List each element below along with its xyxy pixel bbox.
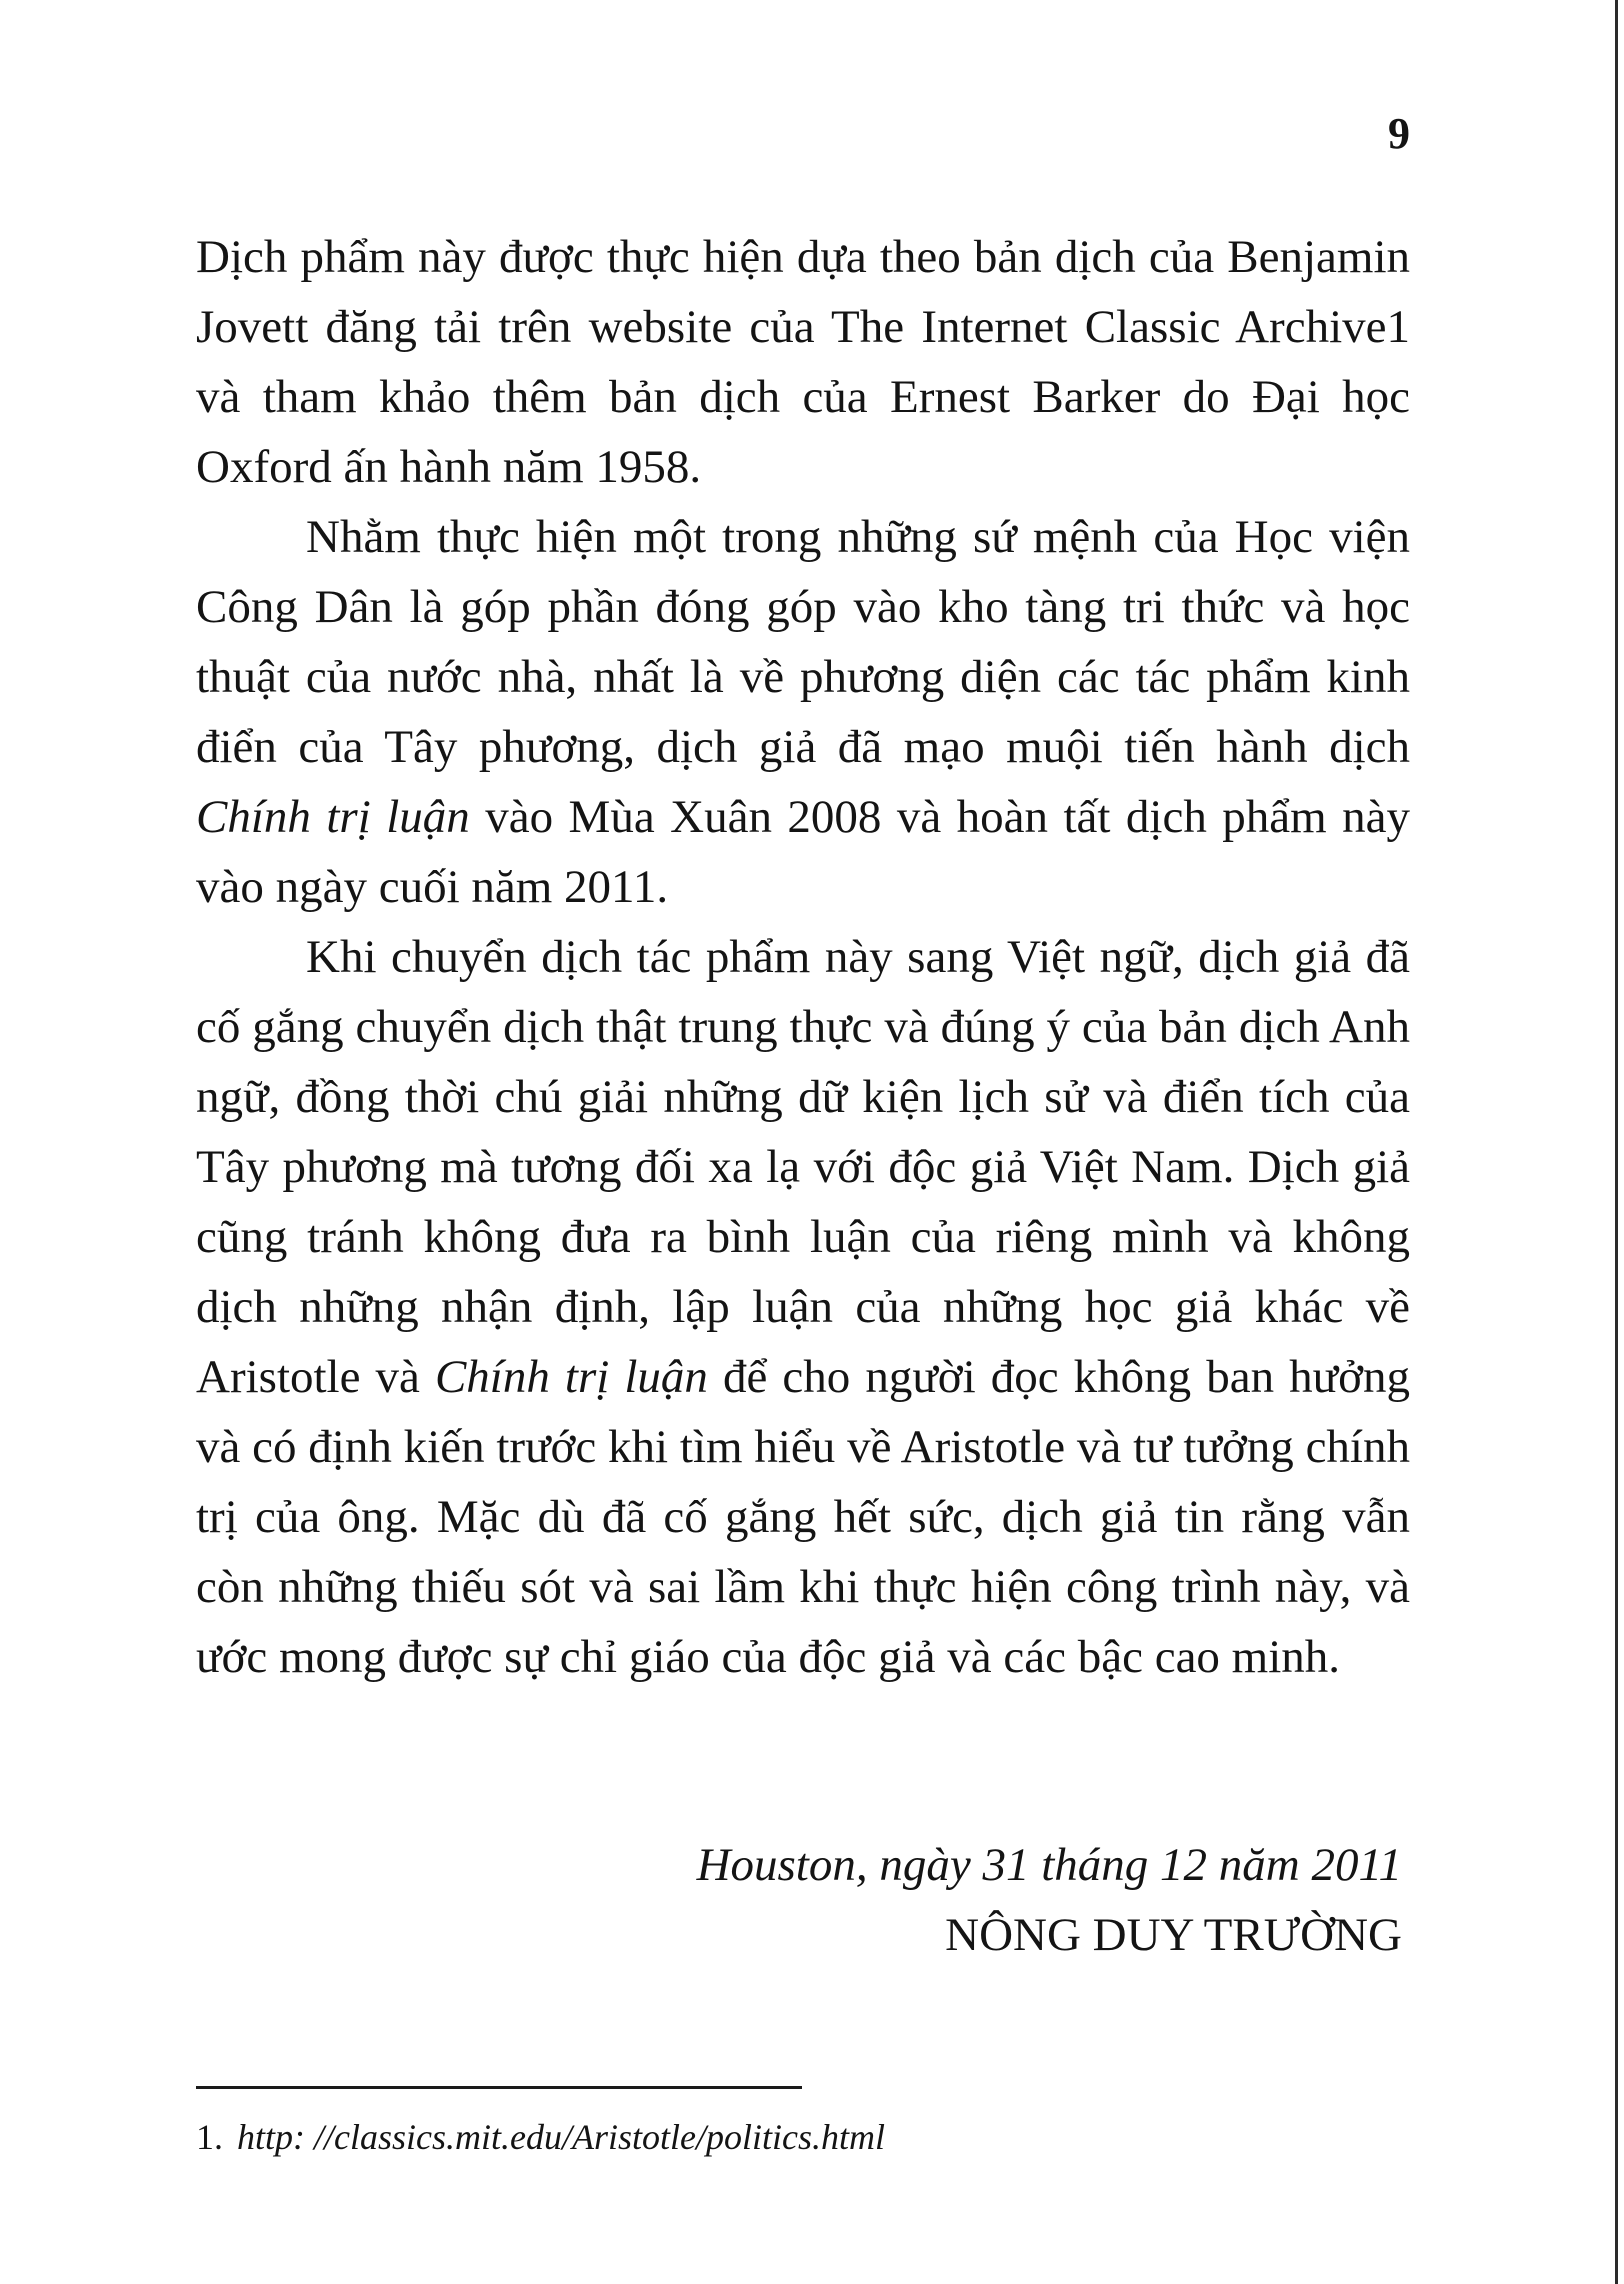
paragraph-3-text-a: Khi chuyển dịch tác phẩm này sang Việt ngữ, dịch giả đã cố gắng chuyển dịch thật trung thực và đúng ý của bản dịch Anh ngữ, đồng thời chú giải những dữ kiện lịch sử và điển tích của Tây phương mà tương đối xa lạ với độc giả Việt Nam. Dịch giả cũng tránh không đưa ra bình luận của riêng mình và không dịch những nhận định, lập luận của những học giả khác về Aristotle và [196, 931, 1410, 1403]
paragraph-1: Dịch phẩm này được thực hiện dựa theo bản dịch của Benjamin Jovett đăng tải trên website của The Internet Classic Archive1 và tham khảo thêm bản dịch của Ernest Barker do Đại học Oxford ấn hành năm 1958. [196, 231, 1410, 493]
page-number: 9 [1388, 109, 1410, 158]
footnote-url: http: //classics.mit.edu/Aristotle/politics.html [237, 2117, 885, 2157]
body-text [196, 222, 1410, 1692]
book-title-italic: Chính trị luận [434, 1351, 708, 1403]
footnote-divider [196, 2086, 802, 2089]
footnote [196, 2116, 885, 2158]
paragraph-2-text-a: Nhằm thực hiện một trong những sứ mệnh của Học viện Công Dân là góp phần đóng góp vào kho tàng tri thức và học thuật của nước nhà, nhất là về phương diện các tác phẩm kinh điển của Tây phương, dịch giả đã mạo muội tiến hành dịch [196, 511, 1410, 773]
paragraph-2 [196, 502, 1410, 922]
footnote-number: 1. [196, 2117, 223, 2157]
paragraph-2-text-b: vào Mùa Xuân 2008 và hoàn tất dịch phẩm này vào ngày cuối năm 2011. [196, 791, 1410, 913]
paragraph-3-text-b: để cho người đọc không ban hưởng và có định kiến trước khi tìm hiểu về Aristotle và tư tưởng chính trị của ông. Mặc dù đã cố gắng hết sức, dịch giả tin rằng vẫn còn những thiếu sót và sai lầm khi thực hiện công trình này, và ước mong được sự chỉ giáo của độc giả và các bậc cao minh. [196, 1351, 1410, 1683]
signature-name: NÔNG DUY TRƯỜNG [945, 1909, 1402, 1961]
page-edge-line [1615, 0, 1618, 2284]
book-title-italic: Chính trị luận [196, 791, 470, 843]
signature-date: Houston, ngày 31 tháng 12 năm 2011 [696, 1839, 1402, 1891]
paragraph-3 [196, 922, 1410, 1692]
